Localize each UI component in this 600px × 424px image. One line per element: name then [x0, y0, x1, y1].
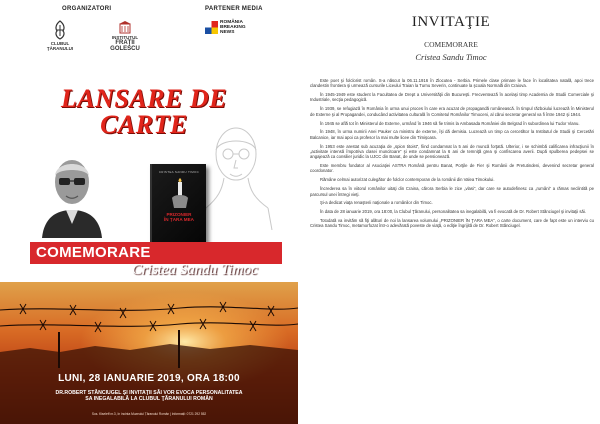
event-description-line1: DR.ROBERT STĂNCIUGEL ŞI INVITAŢII SĂI VOR EVOCA PERSONALITATEA: [55, 390, 243, 396]
institutul-fratii-golescu-logo: [105, 20, 145, 52]
media-partner-title: PARTENER MEDIA: [205, 6, 263, 12]
paragraph: Este poet şi folclorist român. S-a născut la 06.11.1916 în Zlocutea - Serbia. Primele clase primare le face în localitatea natală, apoi trece clandestin frontiera şi urmează cursurile Liceului Traian la Turnu Severin, continuate la şcoala Normală din Craiova.: [310, 78, 594, 89]
paragraph: În 1945-1949 este student la Facultatea de Drept a Universităţii din Bucureşti. Frecventează în acelaşi timp Academia de Studii Comerciale şi Industriale, secţia pedagogică.: [310, 92, 594, 103]
hand-holding-candle-icon: [168, 178, 192, 208]
comemorare-label: COMEMORARE: [36, 244, 151, 261]
venue-address: Sos. Kiseleff nr.3, în incinta Muzeului Țăranului Român | Informații: 0721 292 552: [91, 412, 207, 416]
paragraph: Rămâne celmai autorizat culegător de folclor contemporan de la românii din Valea Timokului.: [320, 177, 495, 183]
organizers-title: ORGANIZATORI: [62, 6, 112, 12]
rbn-line1: ROMÂNIA: [220, 20, 243, 25]
invitation-title: INVITAŢIE: [411, 14, 491, 30]
institute-emblem-icon: [118, 20, 132, 34]
invitation-page: [302, 0, 600, 424]
organizers-row: [0, 4, 298, 62]
book-author: CRISTEA SANDU TIMOC: [158, 170, 200, 174]
invitation-honoree-name: Cristea Sandu Timoc: [415, 52, 487, 62]
rbn-line2: BREAKING: [220, 25, 246, 31]
event-description: [0, 390, 298, 403]
paragraph: Încrederea sa în viitorul românilor uitaţi din Craina, cărora Serbia le zice „vlasi”, dar care se autodefinesc ca „rumâni” a rămas neclintită pe parcursul unei întregi vieţi.: [310, 186, 594, 197]
paragraph: În 1939, se refugiază în România în urma unui proces în care era acuzat de propagandă românească. În timpul războiului lucrează în Ministerul de Externe şi al Propagandei, conducând activitatea culturală în Comitetul Românilor Timoceni, al cărui secretar general va fi între 1942 şi 1944.: [310, 106, 594, 117]
fratii-logo-line3: GOLESCU: [110, 46, 140, 52]
paragraph: În 1945 se află tot în Ministerul de Externe, urmând în 1946 să fie trimis la Ambasada României din Belgrad în subordinea lui Tudor Vianu.: [320, 120, 580, 126]
event-description-line2: SA INEGALABILĂ LA CLUBUL ŢĂRANULUI ROMÂN: [85, 396, 213, 403]
honoree-script-name: Cristea Sandu Timoc: [132, 262, 258, 278]
event-date-time: LUNI, 28 IANUARIE 2019, ORA 18:00: [58, 373, 240, 384]
invitation-body: [310, 78, 594, 232]
paragraph: În 1953 este arestat sub acuzaţia de „spion titoist”, fiind condamnat la 5 ani de muncă forţată. Ulterior, i se schimbă calificarea infracţiunii în „activitate intensă împotriva clasei muncitoare” şi este condamnat la 6 ani de temniţă grea şi confiscarea averii. După spulberea pedepsei se angajează ca consilier juridic la UJCC din Banat, de unde se pensionează.: [310, 143, 594, 160]
club-logo-text: CLUBUL ŢĂRANULUI: [46, 41, 74, 51]
paragraph: Totodată va invităm să fiţi alături de noi la lansarea volumului „PRIZONIER ÎN ŢARA MEA”, o carte document, care de fapt este un interviu cu Cristea Sandu Timoc, metamorfozat într-o adevărată poveste de viaţă, o ediţie îngrijită de Dr. Robert Stănciugel.: [310, 218, 594, 229]
rbn-line3: NEWS: [220, 30, 235, 36]
fratii-logo-line2: FRAŢII: [115, 40, 135, 46]
paragraph: Şi-a dedicat viaţa renaşterii naţionale a românilor din Timoc.: [320, 200, 433, 206]
headline-line1: LANSARE DE: [60, 84, 228, 113]
book-title-line2: ÎN ŢARA MEA: [164, 217, 194, 222]
event-poster: [0, 0, 298, 424]
paragraph: Este membru fondator al Asociaţiei ASTRA Română pentru Banat, Porţile de Fier şi Românii de Pretutindeni, devenind secretar general coordonator.: [310, 163, 594, 174]
author-portrait-photo: [38, 148, 106, 238]
fratii-logo-line1: INSTITUTUL: [111, 35, 139, 40]
romania-breaking-news-logo: [205, 20, 265, 36]
paragraph: În data de 28 ianuarie 2019, ora 18:00, la Clubul Ţăranului, personalitatea sa inegalabilă, va fi evocată de Dr. Robert Stănciugel şi invitaţii săi.: [320, 209, 587, 215]
club-taranului-logo: [42, 20, 78, 51]
book-cover-image: [150, 164, 206, 242]
headline-line2: CARTE: [100, 110, 188, 139]
sketch-portrait-image: [198, 120, 274, 230]
paragraph: În 1948, în urma numirii Anei Pauker ca ministru de externe, îşi dă demisia. Lucrează un timp ca cercetător la Institutul de Studii şi Cercetări Balcanice, iar mai apoi ca profesor la mai multe licee din Timişoara.: [310, 129, 594, 140]
rbn-square-icon: [205, 21, 218, 34]
invitation-subtitle: COMEMORARE: [424, 40, 478, 49]
book-title-line1: PRIZONIER: [166, 212, 192, 217]
club-emblem-icon: [52, 20, 68, 40]
